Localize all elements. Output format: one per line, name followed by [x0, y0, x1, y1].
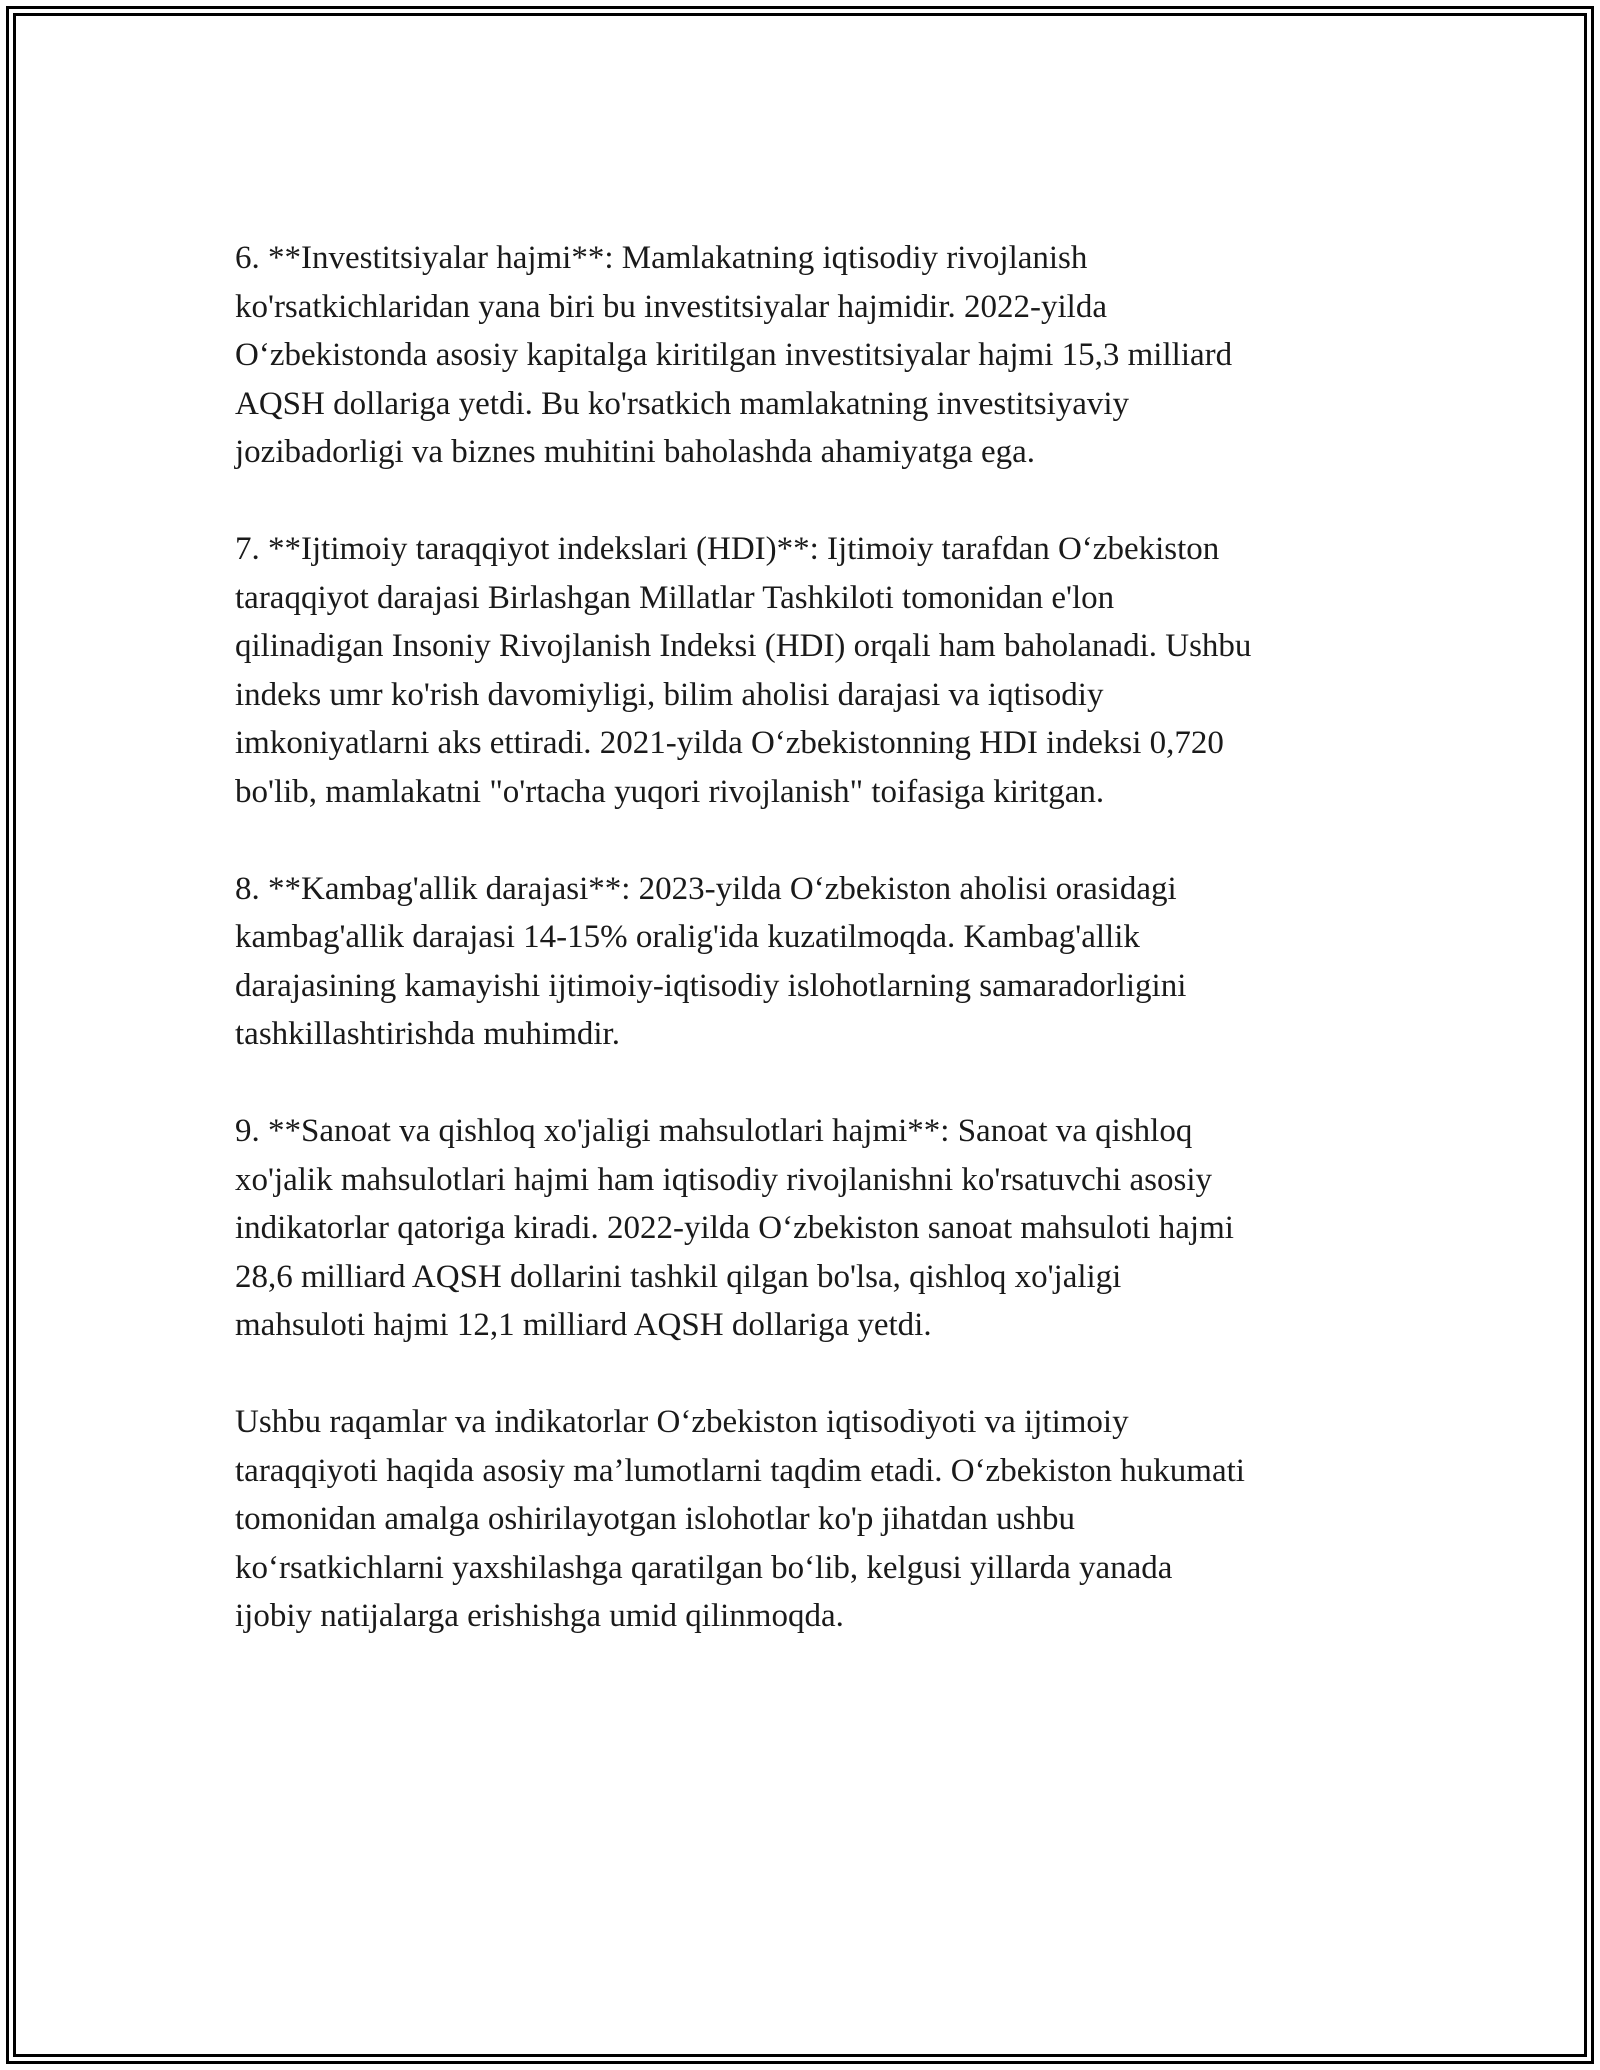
paragraph-conclusion: Ushbu raqamlar va indikatorlar O‘zbekiston iqtisodiyoti va ijtimoiy taraqqiyoti haqida asosiy ma’lumotlarni taqdim etadi. O‘zbekiston hukumati tomonidan amalga oshirilayotgan islohotlar ko'p jihatdan ushbu ko‘rsatkichlarni yaxshilashga qaratilgan bo‘lib, kelgusi yillarda yanada ijobiy natijalarga erishishga umid qilinmoqda. [235, 1404, 1245, 1634]
paragraph-investments: 6. **Investitsiyalar hajmi**: Mamlakatning iqtisodiy rivojlanish ko'rsatkichlaridan yana biri bu investitsiyalar hajmidir. 2022-yilda O‘zbekistonda asosiy kapitalga kiritilgan investitsiyalar hajmi 15,3 milliard AQSH dollariga yetdi. Bu ko'rsatkich mamlakatning investitsiyaviy jozibadorligi va biznes muhitini baholashda ahamiyatga ega. [235, 240, 1233, 470]
paragraph-industry-agriculture: 9. **Sanoat va qishloq xo'jaligi mahsulotlari hajmi**: Sanoat va qishloq xo'jalik mahsulotlari hajmi ham iqtisodiy rivojlanishni ko'rsatuvchi asosiy indikatorlar qatoriga kiradi. 2022-yilda O‘zbekiston sanoat mahsuloti hajmi 28,6 milliard AQSH dollarini tashkil qilgan bo'lsa, qishloq xo'jaligi mahsuloti hajmi 12,1 milliard AQSH dollariga yetdi. [235, 1113, 1234, 1343]
paragraph-poverty: 8. **Kambag'allik darajasi**: 2023-yilda O‘zbekiston aholisi orasidagi kambag'allik darajasi 14-15% oralig'ida kuzatilmoqda. Kambag'allik darajasining kamayishi ijtimoiy-iqtisodiy islohotlarning samaradorligini tashkillashtirishda muhimdir. [235, 870, 1187, 1052]
document-body [235, 234, 1385, 1641]
paragraph-hdi: 7. **Ijtimoiy taraqqiyot indekslari (HDI)**: Ijtimoiy tarafdan O‘zbekiston taraqqiyot darajasi Birlashgan Millatlar Tashkiloti tomonidan e'lon qilinadigan Insoniy Rivojlanish Indeksi (HDI) orqali ham baholanadi. Ushbu indeks umr ko'rish davomiyligi, bilim aholisi darajasi va iqtisodiy imkoniyatlarni aks ettiradi. 2021-yilda O‘zbekistonning HDI indeksi 0,720 bo'lib, mamlakatni "o'rtacha yuqori rivojlanish" toifasiga kiritgan. [235, 531, 1252, 810]
